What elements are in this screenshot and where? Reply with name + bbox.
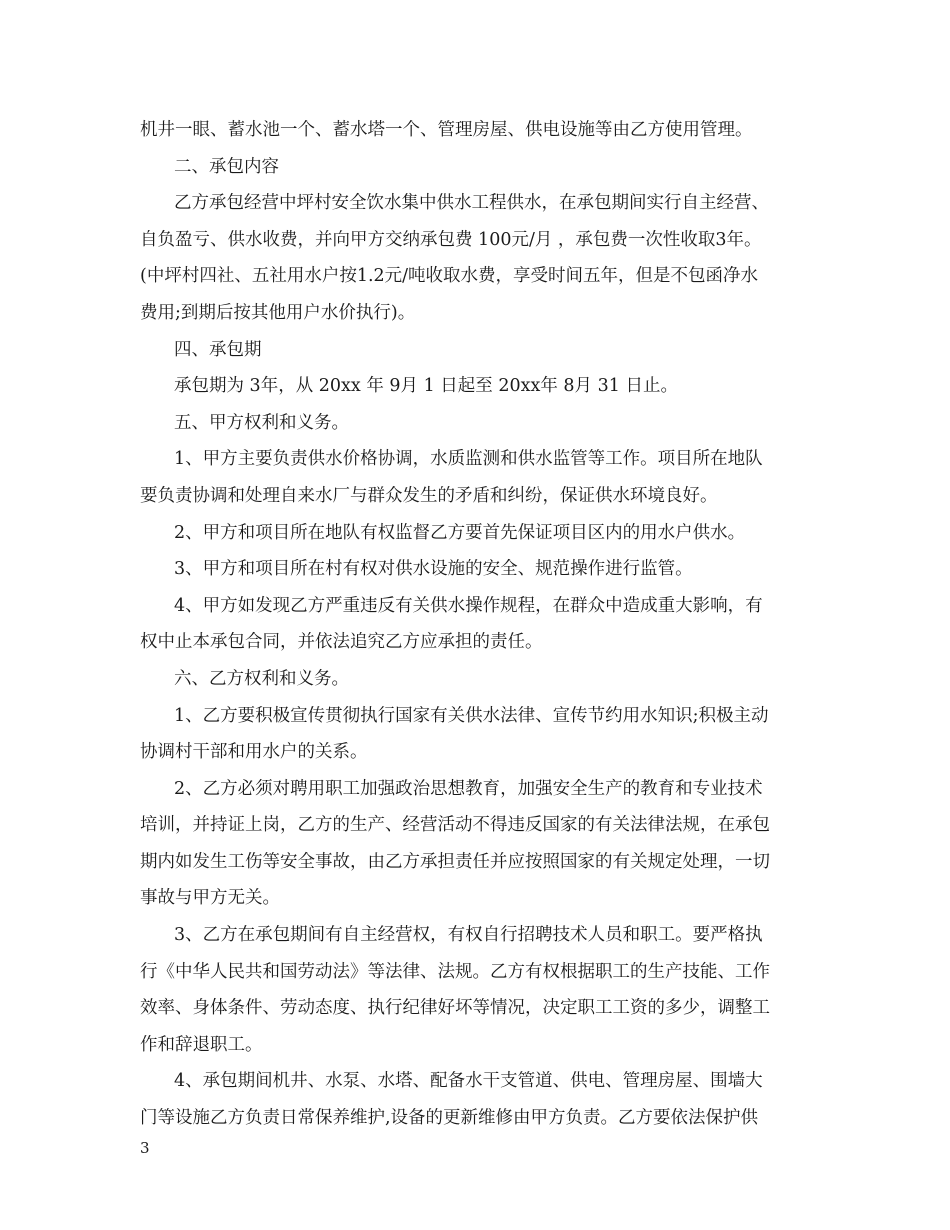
text-line: 4、甲方如发现乙方严重违反有关供水操作规程，在群众中造成重大影响，有 [174,595,763,616]
text-line: 门等设施乙方负责日常保养维护,设备的更新维修由甲方负责。乙方要依法保护供 [140,1108,759,1129]
text-line: (中坪村四社、五社用水户按1.2元/吨收取水费，享受时间五年，但是不包函净水 [140,266,759,287]
text-line: 3、乙方在承包期间有自主经营权，有权自行招聘技术人员和职工。要严格执 [174,925,763,946]
page-number: 3 [140,1139,150,1157]
text-line: 1、乙方要积极宣传贯彻执行国家有关供水法律、宣传节约用水知识;积极主动 [174,705,769,726]
text-line: 培训，并持证上岗，乙方的生产、经营活动不得违反国家的有关法律法规，在承包 [140,815,770,836]
text-line: 二、承包内容 [174,156,279,177]
text-line: 作和辞退职工。 [140,1034,263,1055]
text-line: 2、甲方和项目所在地队有权监督乙方要首先保证项目区内的用水户供水。 [174,522,746,543]
text-line: 3、甲方和项目所在村有权对供水设施的安全、规范操作进行监管。 [174,559,693,580]
text-line: 事故与甲方无关。 [140,888,280,909]
text-line: 六、乙方权利和义务。 [174,668,349,689]
text-line: 机井一眼、蓄水池一个、蓄水塔一个、管理房屋、供电设施等由乙方使用管理。 [140,120,753,140]
text-line: 1、甲方主要负责供水价格协调，水质监测和供水监管等工作。项目所在地队 [174,449,763,470]
text-line: 五、甲方权利和义务。 [174,412,349,433]
text-line: 费用;到期后按其他用户水价执行)。 [140,302,416,323]
text-line: 4、承包期间机井、水泵、水塔、配备水干支管道、供电、管理房屋、围墙大 [174,1071,763,1092]
text-line: 乙方承包经营中坪村安全饮水集中供水工程供水，在承包期间实行自主经营、 [174,193,769,214]
document-body [140,112,820,1137]
text-line: 2、乙方必须对聘用职工加强政治思想教育，加强安全生产的教育和专业技术 [174,778,763,799]
text-line: 效率、身体条件、劳动态度、执行纪律好坏等情况，决定职工工资的多少，调整工 [140,998,770,1019]
text-line: 期内如发生工伤等安全事故，由乙方承担责任并应按照国家的有关规定处理，一切 [140,851,770,872]
text-line: 自负盈亏、供水收费，并向甲方交纳承包费 100元/月 ，承包费一次性收取3年。 [140,229,762,250]
text-line: 四、承包期 [174,339,262,360]
text-line: 要负责协调和处理自来水厂与群众发生的矛盾和纠纷，保证供水环境良好。 [140,485,718,506]
text-line: 协调村干部和用水户的关系。 [140,742,368,763]
text-line: 承包期为 3年，从 20xx 年 9月 1 日起至 20xx年 8月 31 日止。 [174,376,678,397]
text-line: 行《中华人民共和国劳动法》等法律、法规。乙方有权根据职工的生产技能、工作 [140,961,770,982]
text-line: 权中止本承包合同，并依法追究乙方应承担的责任。 [140,632,543,653]
